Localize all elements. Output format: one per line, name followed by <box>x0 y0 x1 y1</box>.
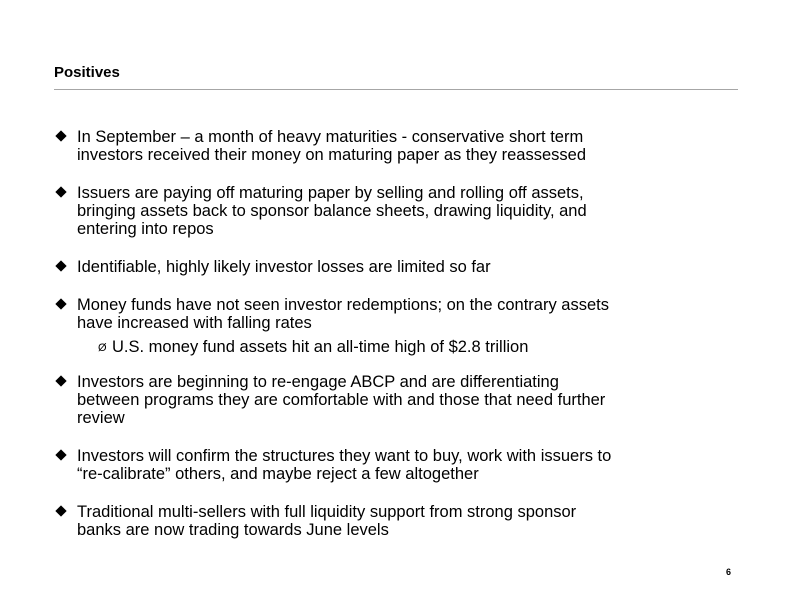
bullet-text: Issuers are paying off maturing paper by selling and rolling off assets, bringing assets back to sponsor balance sheets, drawing liquidity, and entering into repos <box>77 184 587 238</box>
bullet-item <box>57 373 747 427</box>
page-number: 6 <box>726 567 732 577</box>
title-divider <box>54 89 738 90</box>
sub-bullet-text: U.S. money fund assets hit an all-time high of $2.8 trillion <box>112 338 529 356</box>
slide-title: Positives <box>54 64 120 81</box>
bullet-item <box>57 128 747 164</box>
bullet-text: Traditional multi-sellers with full liquidity support from strong sponsor banks are now trading towards June levels <box>77 503 577 539</box>
sub-bullet-item <box>98 338 528 357</box>
bullet-text: In September – a month of heavy maturities - conservative short term investors received their money on maturing paper as they reassessed <box>77 128 587 164</box>
bullet-item <box>57 296 747 332</box>
bullet-text: Investors will confirm the structures they want to buy, work with issuers to “re-calibrate” others, and maybe reject a few altogether <box>77 447 612 483</box>
arrow-bullet-icon: Ø <box>98 342 107 354</box>
bullet-text: Identifiable, highly likely investor losses are limited so far <box>77 258 491 276</box>
bullet-text: Money funds have not seen investor redemptions; on the contrary assets have increased with falling rates <box>77 296 609 332</box>
bullet-item <box>57 447 747 483</box>
bullet-item <box>57 184 747 238</box>
bullet-item <box>57 258 747 276</box>
bullet-item <box>57 503 747 539</box>
bullet-text: Investors are beginning to re-engage ABCP and are differentiating between programs they are comfortable with and those that need further review <box>77 373 606 427</box>
